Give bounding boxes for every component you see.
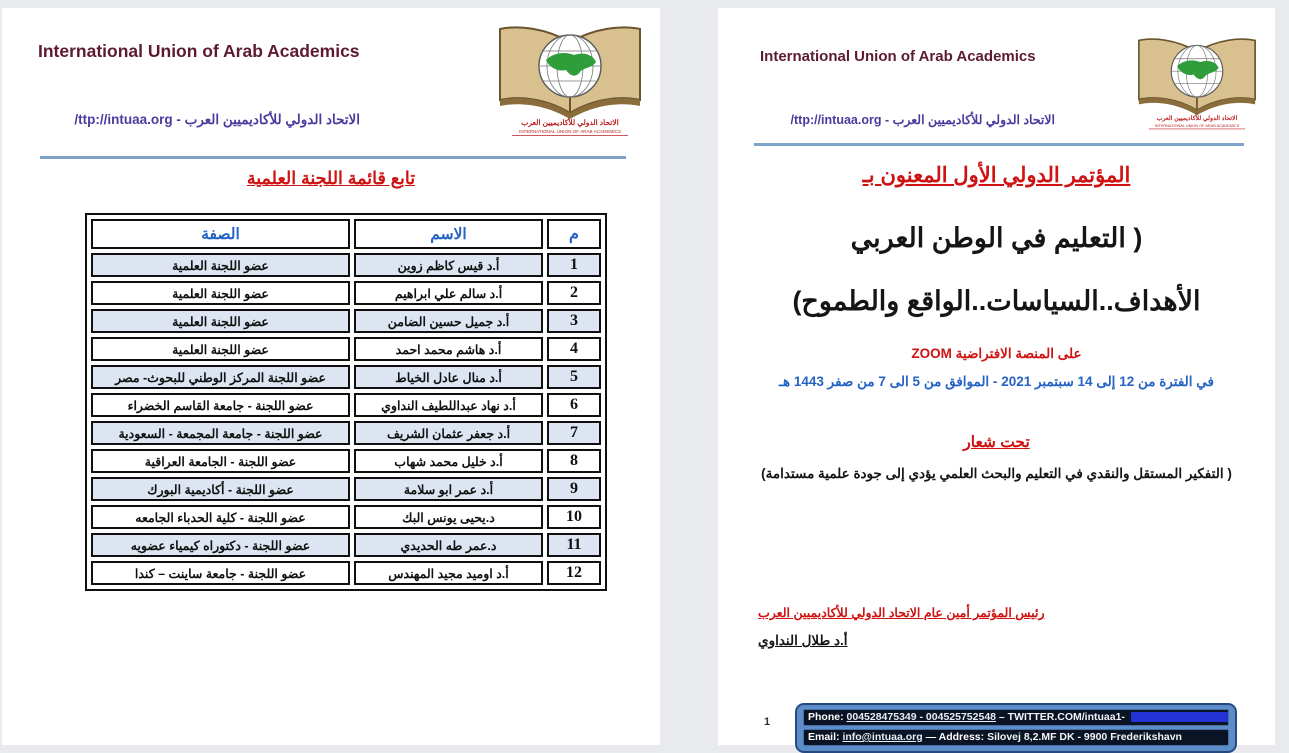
svg-text:INTERNATIONAL UNION OF ARAB AC: INTERNATIONAL UNION OF ARAB ACADEMICS — [1154, 123, 1240, 128]
conference-subject-line1: ( التعليم في الوطن العربي — [850, 223, 1143, 253]
org-title: International Union of Arab Academics — [38, 41, 360, 61]
table-row — [91, 253, 601, 277]
cell-num: 8 — [547, 449, 601, 473]
svg-text:الاتحاد الدولي للأكاديميين الع: الاتحاد الدولي للأكاديميين العرب — [1156, 115, 1238, 123]
cell-num: 1 — [547, 253, 601, 277]
cell-name: أ.د نهاد عبداللطيف النداوي — [354, 393, 543, 417]
phone-numbers-link[interactable]: 004528475349 - 004525752548 — [846, 711, 996, 723]
document-page-right — [718, 8, 1275, 745]
svg-text:INTERNATIONAL UNION OF ARAB AC: INTERNATIONAL UNION OF ARAB ACADEMICS — [519, 129, 621, 134]
cell-name: أ.د جميل حسين الضامن — [354, 309, 543, 333]
cell-name: د.يحيى يونس البك — [354, 505, 543, 529]
table-row — [91, 281, 601, 305]
org-url-line — [791, 112, 1055, 127]
col-header-role: الصفة — [91, 219, 350, 249]
signature-title: رئيس المؤتمر أمين عام الاتحاد الدولي للأكاديميين العرب — [758, 606, 1045, 620]
conference-subject-line2: الأهداف..السياسات..الواقع والطموح) — [792, 286, 1201, 316]
table-row — [91, 561, 601, 585]
table-row — [91, 393, 601, 417]
org-url-link[interactable]: /ttp://intuaa.org — [790, 113, 882, 127]
cell-num: 12 — [547, 561, 601, 585]
org-title: International Union of Arab Academics — [760, 48, 1036, 65]
org-arabic-name: الاتحاد الدولي للأكاديميين العرب - — [176, 112, 360, 127]
highlighted-link[interactable] — [1131, 712, 1229, 722]
table-row — [91, 477, 601, 501]
cell-num: 5 — [547, 365, 601, 389]
phone-label: Phone: — [808, 711, 844, 723]
col-header-name: الاسم — [354, 219, 543, 249]
cell-num: 11 — [547, 533, 601, 557]
cell-num: 10 — [547, 505, 601, 529]
table-row — [91, 337, 601, 361]
platform-line: على المنصة الافتراضية ZOOM — [911, 346, 1082, 361]
cell-role: عضو اللجنة العلمية — [91, 309, 350, 333]
cell-role: عضو اللجنة - الجامعة العراقية — [91, 449, 350, 473]
cell-name: أ.د هاشم محمد احمد — [354, 337, 543, 361]
cell-role: عضو اللجنة - دكتوراه كيمياء عضويه — [91, 533, 350, 557]
table-row — [91, 365, 601, 389]
slogan-text: ( التفكير المستقل والنقدي في التعليم والبحث العلمي يؤدي إلى جودة علمية مستدامة) — [761, 466, 1232, 481]
cell-name: أ.د منال عادل الخياط — [354, 365, 543, 389]
cell-role: عضو اللجنة العلمية — [91, 281, 350, 305]
slogan-heading: تحت شعار — [963, 434, 1030, 451]
cell-name: د.عمر طه الحديدي — [354, 533, 543, 557]
cell-name: أ.د قيس كاظم زوين — [354, 253, 543, 277]
cell-role: عضو اللجنة - جامعة ساينت – كندا — [91, 561, 350, 585]
address-text: Silovej 8,2.MF DK - 9900 Frederikshavn — [987, 731, 1182, 743]
table-row — [91, 505, 601, 529]
cell-role: عضو اللجنة - أكاديمية البورك — [91, 477, 350, 501]
cell-role: عضو اللجنة المركز الوطني للبحوث- مصر — [91, 365, 350, 389]
footer-email-bar — [803, 729, 1229, 746]
open-book-globe-icon — [1130, 33, 1264, 131]
header-divider — [754, 143, 1244, 146]
table-row — [91, 309, 601, 333]
cell-name: أ.د سالم علي ابراهيم — [354, 281, 543, 305]
table-row — [91, 421, 601, 445]
page-number: 1 — [764, 716, 771, 728]
email-label: Email: — [808, 731, 840, 743]
email-link[interactable]: info@intuaa.org — [842, 731, 923, 743]
cell-role: عضو اللجنة - كلية الحدباء الجامعه — [91, 505, 350, 529]
table-header-row — [91, 219, 601, 249]
table-row — [91, 533, 601, 557]
cell-name: أ.د عمر ابو سلامة — [354, 477, 543, 501]
cell-num: 2 — [547, 281, 601, 305]
cell-name: أ.د اوميد مجيد المهندس — [354, 561, 543, 585]
cell-num: 4 — [547, 337, 601, 361]
date-line: في الفترة من 12 إلى 14 سبتمبر 2021 - الموافق من 5 الى 7 من صفر 1443 هـ — [779, 374, 1214, 389]
document-page-left — [2, 8, 660, 745]
signature-name: أ.د طلال النداوي — [758, 633, 848, 648]
cell-num: 7 — [547, 421, 601, 445]
cell-role: عضو اللجنة - جامعة المجمعة - السعودية — [91, 421, 350, 445]
cell-num: 3 — [547, 309, 601, 333]
cell-num: 9 — [547, 477, 601, 501]
union-logo — [1130, 33, 1264, 131]
org-arabic-name: الاتحاد الدولي للأكاديميين العرب - — [884, 113, 1055, 127]
col-header-num: م — [547, 219, 601, 249]
twitter-text: – TWITTER.COM/intuaa1- — [998, 711, 1125, 723]
contact-footer-box — [795, 703, 1237, 753]
cell-role: عضو اللجنة العلمية — [91, 253, 350, 277]
committee-table — [85, 213, 607, 591]
table-row — [91, 449, 601, 473]
cell-name: أ.د خليل محمد شهاب — [354, 449, 543, 473]
cell-role: عضو اللجنة - جامعة القاسم الخضراء — [91, 393, 350, 417]
cell-role: عضو اللجنة العلمية — [91, 337, 350, 361]
open-book-globe-icon — [488, 20, 652, 138]
union-logo — [488, 20, 652, 138]
conference-title: المؤتمر الدولي الأول المعنون بـ — [862, 164, 1131, 187]
org-url-link[interactable]: /ttp://intuaa.org — [74, 112, 173, 127]
org-url-line — [74, 112, 360, 128]
header-divider — [40, 156, 626, 159]
footer-phone-bar — [803, 709, 1229, 726]
cell-name: أ.د جعفر عثمان الشريف — [354, 421, 543, 445]
committee-list-title: تابع قائمة اللجنة العلمية — [246, 168, 416, 188]
svg-text:الاتحاد الدولي للأكاديميين الع: الاتحاد الدولي للأكاديميين العرب — [521, 118, 619, 127]
address-label: — Address: — [925, 731, 985, 743]
cell-num: 6 — [547, 393, 601, 417]
